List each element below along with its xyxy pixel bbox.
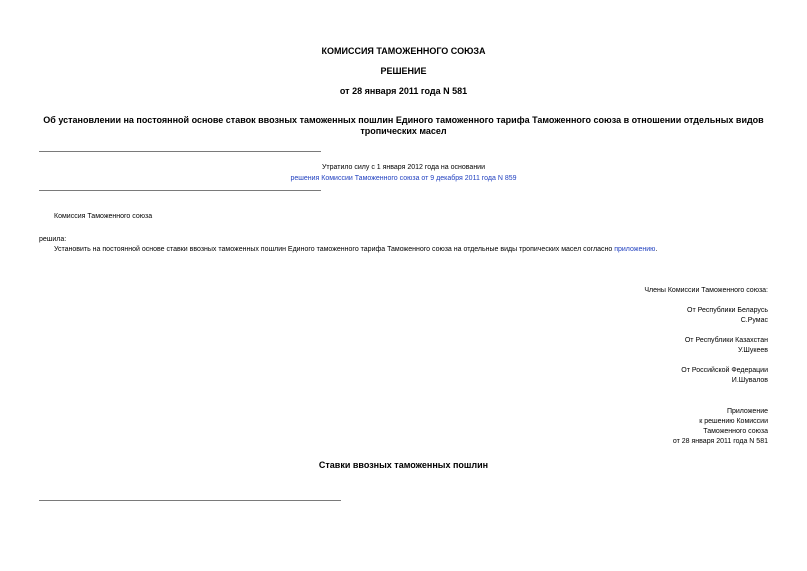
appendix-rule bbox=[39, 500, 341, 501]
doc-title-line-1: Об установлении на постоянной основе ставок ввозных таможенных пошлин Единого таможенного тарифа Таможенного союза в отношении отдельных видов bbox=[43, 115, 764, 125]
notice-bottom-rule bbox=[39, 190, 321, 191]
signature-country: От Республики Беларусь bbox=[687, 307, 768, 314]
doc-title-line-2: тропических масел bbox=[360, 126, 447, 136]
appendix-label: от 28 января 2011 года N 581 bbox=[672, 438, 768, 445]
decision-text: Установить на постоянной основе ставки ввозных таможенных пошлин Единого таможенного тарифа Таможенного союза на отдельные виды тропических масел согласно bbox=[54, 246, 615, 253]
doc-date: от 28 января 2011 года N 581 bbox=[339, 86, 468, 96]
appendix-label: Таможенного союза bbox=[703, 428, 768, 435]
signature-country: От Российской Федерации bbox=[681, 367, 768, 374]
signatures-heading: Члены Комиссии Таможенного союза: bbox=[644, 287, 768, 294]
issuer-text: Комиссия Таможенного союза bbox=[54, 213, 153, 220]
decided-text: решила: bbox=[39, 236, 67, 243]
notice-text: Утратило силу с 1 января 2012 года на основании bbox=[321, 164, 486, 171]
signature-country: От Республики Казахстан bbox=[684, 337, 768, 344]
org-name: КОМИССИЯ ТАМОЖЕННОГО СОЮЗА bbox=[321, 46, 486, 56]
signature-name: У.Шукеев bbox=[737, 347, 768, 354]
appendix-label: Приложение bbox=[726, 408, 768, 415]
signature-name: С.Румас bbox=[740, 317, 768, 324]
notice-top-rule bbox=[39, 151, 321, 152]
notice-link[interactable]: решения Комиссии Таможенного союза от 9 декабря 2011 года N 859 bbox=[290, 175, 517, 182]
appendix-title: Ставки ввозных таможенных пошлин bbox=[318, 460, 489, 470]
decision-text-end: . bbox=[655, 246, 658, 253]
decision-paragraph bbox=[54, 246, 657, 253]
appendix-link[interactable]: приложению bbox=[614, 246, 656, 253]
appendix-label: к решению Комиссии bbox=[699, 418, 768, 425]
signature-name: И.Шувалов bbox=[731, 377, 768, 384]
doc-type: РЕШЕНИЕ bbox=[380, 66, 427, 76]
